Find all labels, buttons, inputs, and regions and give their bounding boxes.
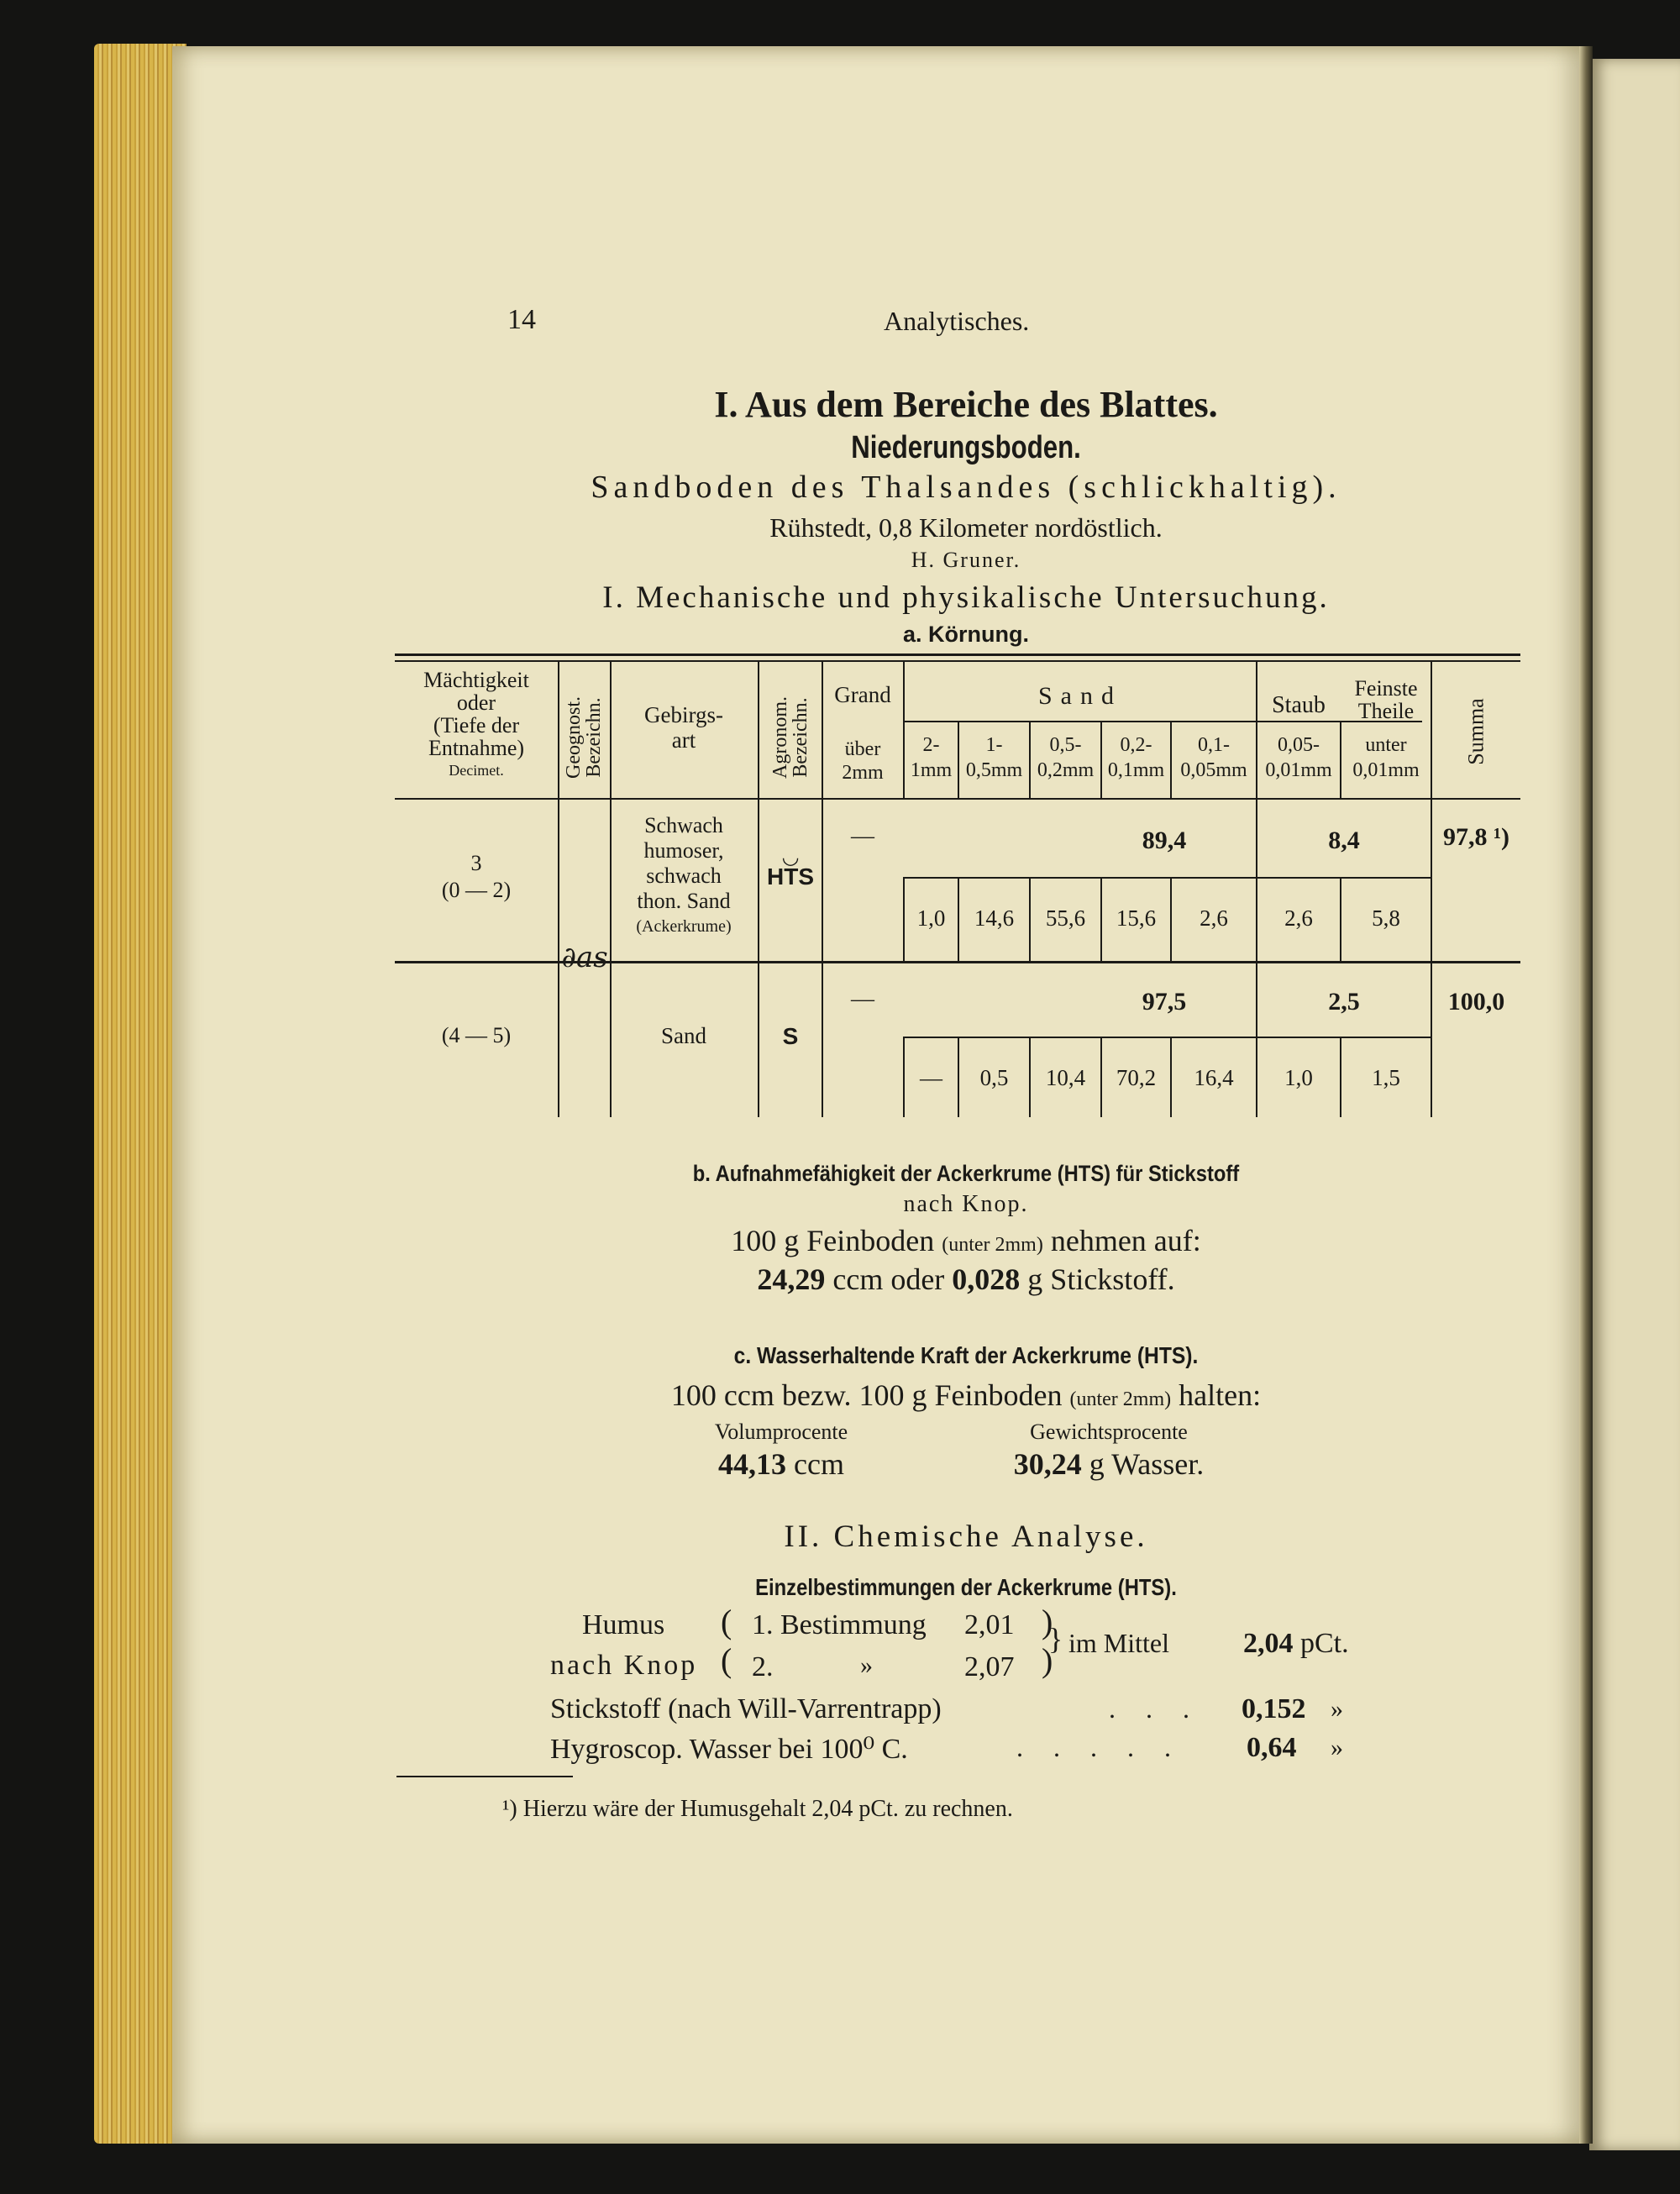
section-1-title: I. Mechanische und physikalische Untersuchung.	[602, 580, 1330, 615]
hygro-ditto: »	[1331, 1734, 1343, 1761]
section-c-title: c. Wasserhaltende Kraft der Ackerkrume (HTS).	[733, 1342, 1199, 1368]
geognost-value: ∂as	[561, 941, 608, 974]
section-b-by: nach Knop.	[903, 1191, 1029, 1217]
header-sand: Sand	[1038, 682, 1122, 710]
row2-sand-2: 0,5	[979, 1065, 1009, 1090]
humus-item-2: 2.	[752, 1651, 774, 1682]
row1-sand-2: 14,6	[974, 905, 1015, 931]
row2-sand-4: 70,2	[1116, 1065, 1157, 1090]
book-gutter	[1579, 46, 1593, 2144]
header-summa: Summa	[1463, 698, 1488, 765]
footnote-rule	[396, 1776, 573, 1777]
label-volumprocente: Volumprocente	[714, 1420, 848, 1444]
row2-summa: 100,0	[1447, 988, 1505, 1016]
mittel-label: im Mittel	[1068, 1628, 1169, 1658]
header-sand-sub-3: 0,5- 0,2mm	[1037, 734, 1095, 781]
row1-staub: 2,6	[1284, 905, 1313, 931]
row1-agronom-breve: ◡	[781, 847, 800, 869]
section-1a-title: a. Körnung.	[903, 622, 1029, 647]
section-2-title: II. Chemische Analyse.	[784, 1520, 1148, 1554]
humus-item-2-ditto: »	[860, 1651, 873, 1679]
row2-sand-1: —	[920, 1065, 942, 1090]
mittel-value: 2,04 pCt.	[1243, 1628, 1349, 1659]
header-sand-sub-1: 2- 1mm	[910, 734, 953, 781]
hygro-value: 0,64	[1247, 1732, 1297, 1763]
section-c-line1: 100 ccm bezw. 100 g Feinboden (unter 2mm) halten:	[670, 1378, 1262, 1412]
header-sand-sub-2: 1- 0,5mm	[965, 734, 1023, 781]
hygro-leader: . . . . .	[1016, 1732, 1183, 1762]
humus-right-brace: ) )	[1042, 1603, 1053, 1679]
row1-gebirgsart: Schwach humoser, schwach thon. Sand (Ackerkrume)	[636, 813, 732, 936]
footnote: ¹) Hierzu wäre der Humusgehalt 2,04 pCt. zu rechnen.	[502, 1796, 1013, 1822]
row2-agronom: S	[782, 1023, 799, 1049]
row1-sand-5: 2,6	[1200, 905, 1228, 931]
header-staub-sub: 0,05- 0,01mm	[1265, 734, 1332, 781]
row1-feinste: 5,8	[1372, 905, 1400, 931]
row1-sand-3: 55,6	[1045, 905, 1086, 931]
section-b-title: b. Aufnahmefähigkeit der Ackerkrume (HTS) für Stickstoff	[692, 1161, 1240, 1186]
row2-grand: —	[851, 986, 874, 1012]
header-geognost: Geognost. Bezeichn.	[563, 696, 605, 779]
stickstoff-label: Stickstoff (nach Will-Varrentrapp)	[550, 1693, 942, 1724]
running-head: Analytisches.	[884, 306, 1030, 336]
header-sand-sub-5: 0,1- 0,05mm	[1180, 734, 1247, 781]
header-staub: Staub	[1272, 692, 1326, 718]
row2-depth: (4 — 5)	[441, 1023, 512, 1047]
main-heading: I. Aus dem Bereiche des Blattes.	[714, 384, 1218, 425]
soil-title: Sandboden des Thalsandes (schlickhaltig).	[591, 470, 1341, 505]
row2-gebirgsart: Sand	[661, 1023, 706, 1048]
value-gewichtsprocente: 30,24 g Wasser.	[1013, 1447, 1205, 1481]
stickstoff-ditto: »	[1331, 1695, 1343, 1723]
page-number: 14	[507, 304, 536, 335]
header-grand: Grand	[834, 682, 891, 707]
book-page	[172, 46, 1586, 2144]
section-b-values: 24,29 ccm oder 0,028 g Stickstoff.	[757, 1262, 1175, 1296]
row1-agronom: HTS	[767, 863, 814, 890]
location: Rühstedt, 0,8 Kilometer nordöstlich.	[769, 512, 1163, 543]
humus-left-brace: ( (	[721, 1603, 732, 1679]
row1-sand-total: 89,4	[1142, 827, 1187, 854]
value-volumprocente: 44,13 ccm	[718, 1447, 844, 1481]
subheading: Niederungsboden.	[851, 430, 1081, 465]
row2-sand-5: 16,4	[1194, 1065, 1234, 1090]
facing-page	[1589, 59, 1680, 2150]
label-gewichtsprocente: Gewichtsprocente	[1030, 1420, 1188, 1444]
header-grand-sub: über 2mm	[842, 738, 884, 784]
row1-staub-feinste-total: 8,4	[1328, 827, 1360, 854]
row2-sand-total: 97,5	[1142, 988, 1187, 1016]
humus-item-1-value: 2,01	[964, 1609, 1015, 1640]
header-feinste-sub: unter 0,01mm	[1352, 734, 1420, 781]
stickstoff-leader: . . .	[1109, 1693, 1201, 1724]
hygro-label: Hygroscop. Wasser bei 100⁰ C.	[550, 1734, 908, 1765]
header-feinste: Feinste Theile	[1354, 676, 1418, 723]
row1-depth: 3 (0 — 2)	[441, 851, 512, 902]
row1-sand-4: 15,6	[1116, 905, 1157, 931]
stickstoff-value: 0,152	[1242, 1693, 1306, 1724]
humus-label-2: nach Knop	[550, 1650, 698, 1681]
header-gebirgsart: Gebirgs- art	[644, 702, 723, 753]
row2-sand-3: 10,4	[1045, 1065, 1086, 1090]
header-sand-sub-4: 0,2- 0,1mm	[1107, 734, 1165, 781]
header-thickness: Mächtigkeit oder (Tiefe der Entnahme) Decimet.	[423, 668, 529, 779]
humus-label-1: Humus	[582, 1609, 665, 1640]
section-b-line1: 100 g Feinboden (unter 2mm) nehmen auf:	[731, 1224, 1201, 1257]
row1-grand: —	[851, 823, 874, 849]
row1-sand-1: 1,0	[916, 905, 946, 931]
header-agronom: Agronom. Bezeichn.	[769, 696, 811, 779]
row2-staub-feinste-total: 2,5	[1328, 988, 1360, 1016]
mittel-brace: }	[1048, 1622, 1063, 1656]
row2-feinste: 1,5	[1372, 1065, 1400, 1090]
humus-item-2-value: 2,07	[964, 1651, 1015, 1682]
section-2-subtitle: Einzelbestimmungen der Ackerkrume (HTS).	[755, 1574, 1177, 1600]
row1-summa: 97,8 ¹)	[1443, 823, 1509, 851]
row2-staub: 1,0	[1284, 1065, 1313, 1090]
analyst: H. Gruner.	[911, 548, 1021, 572]
humus-item-1: 1. Bestimmung	[752, 1609, 927, 1640]
